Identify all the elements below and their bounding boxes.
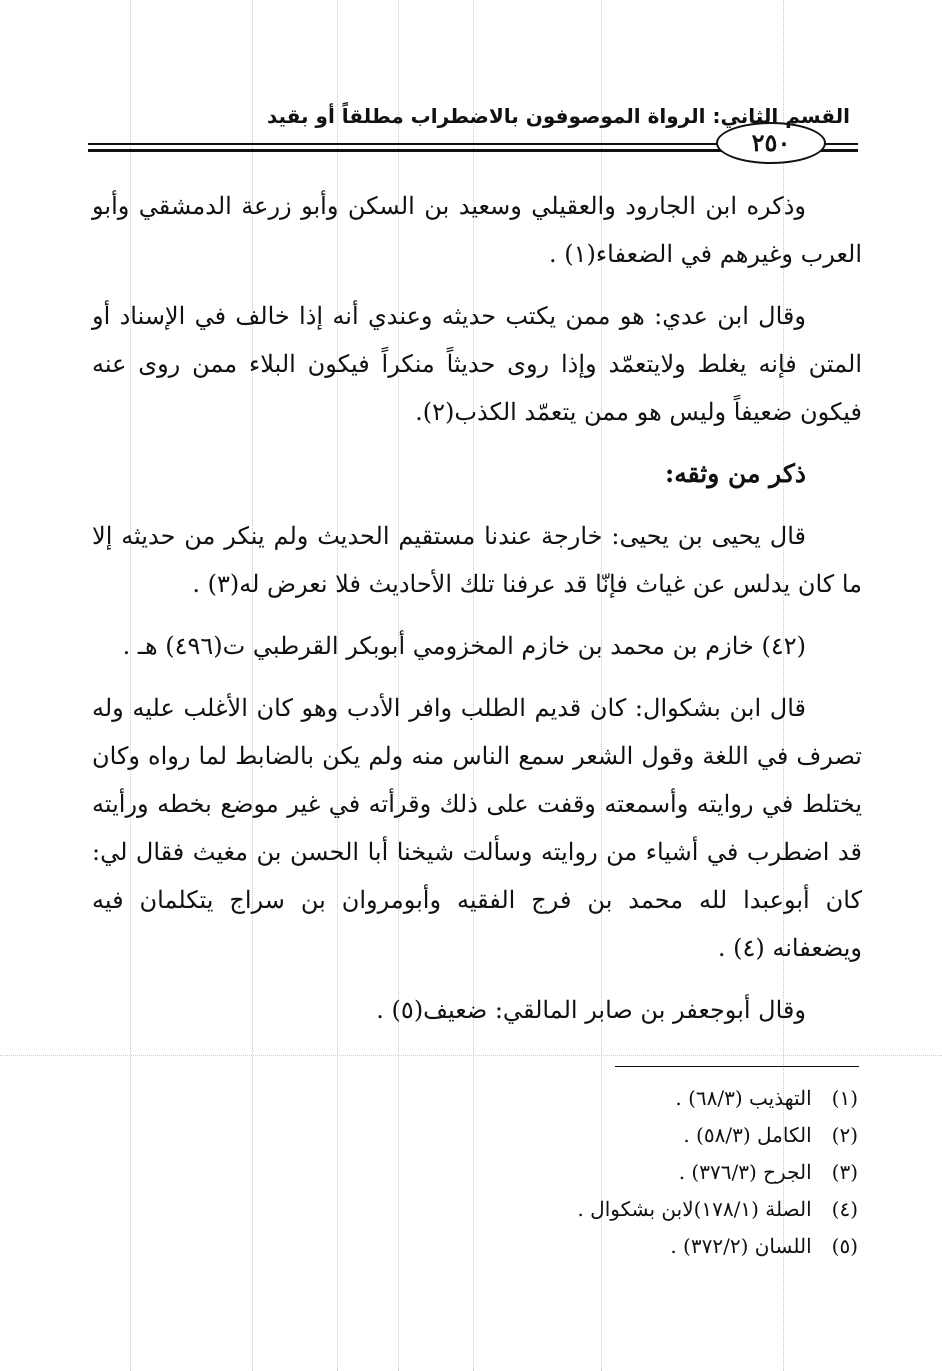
paragraph: وقال أبوجعفر بن صابر المالقي: ضعيف(٥) . (376, 996, 806, 1024)
footnote-number: (١) (831, 1086, 858, 1110)
footnote-text: الصلة (١٧٨/١)لابن بشكوال . (577, 1197, 812, 1221)
footnote-item (430, 1228, 858, 1265)
footnote-number: (٢) (831, 1123, 858, 1147)
section-heading: ذكر من وثقه: (665, 459, 806, 488)
footnote-number: (٤) (831, 1197, 858, 1221)
footnote-item (430, 1191, 858, 1228)
footnote-text: التهذيب (٦٨/٣) . (675, 1086, 812, 1110)
page-number: ٢٥٠ (716, 122, 826, 164)
paragraph: قال يحيى بن يحيى: خارجة عندنا مستقيم الحديث ولم ينكر من حديثه إلا ما كان يدلس عن غياث فإنّا قد عرفنا تلك الأحاديث فلا نعرض له(٣) . (92, 522, 862, 598)
paragraph: وذكره ابن الجارود والعقيلي وسعيد بن السكن وأبو زرعة الدمشقي وأبو العرب وغيرهم في الضعفاء(١) . (92, 192, 862, 268)
main-text (92, 182, 862, 1048)
paragraph: قال ابن بشكوال: كان قديم الطلب وافر الأدب وهو كان الأغلب عليه وله تصرف في اللغة وقول الشعر سمع الناس منه ولم يكن بالضابط لما رواه وكان يختلط في روايته وأسمعته وقفت على ذلك وقرأته في غير موضع بخطه ورأيته قد اضطرب في أشياء من روايته وسألت شيخنا أبا الحسن بن مغيث فقال لي: كان أبوعبدا لله محمد بن فرج الفقيه وأبومروان بن سراج يتكلمان فيه ويضعفانه (٤) . (92, 694, 862, 962)
footnote-separator (615, 1066, 859, 1067)
page-header (88, 96, 858, 176)
scan-grid-line (0, 1055, 942, 1056)
footnote-item (430, 1154, 858, 1191)
footnote-item (430, 1117, 858, 1154)
footnote-text: اللسان (٣٧٢/٢) . (670, 1234, 812, 1258)
footnote-text: الجرح (٣٧٦/٣) . (678, 1160, 812, 1184)
footnote-text: الكامل (٥٨/٣) . (683, 1123, 812, 1147)
page-title: القسم الثاني: الرواة الموصوفون بالاضطراب مطلقاً أو بقيد (266, 104, 850, 128)
footnotes (430, 1080, 858, 1265)
paragraph: وقال ابن عدي: هو ممن يكتب حديثه وعندي أنه إذا خالف في الإسناد أو المتن فإنه يغلط ولايتعمّد وإذا روى حديثاً منكراً فيكون البلاء ممن روى عنه فيكون ضعيفاً وليس هو ممن يتعمّد الكذب(٢). (92, 302, 862, 426)
entry-heading: (٤٢) خازم بن محمد بن خازم المخزومي أبوبكر القرطبي ت(٤٩٦) هـ . (122, 632, 806, 660)
footnote-number: (٣) (831, 1160, 858, 1184)
footnote-number: (٥) (831, 1234, 858, 1258)
footnote-item (430, 1080, 858, 1117)
